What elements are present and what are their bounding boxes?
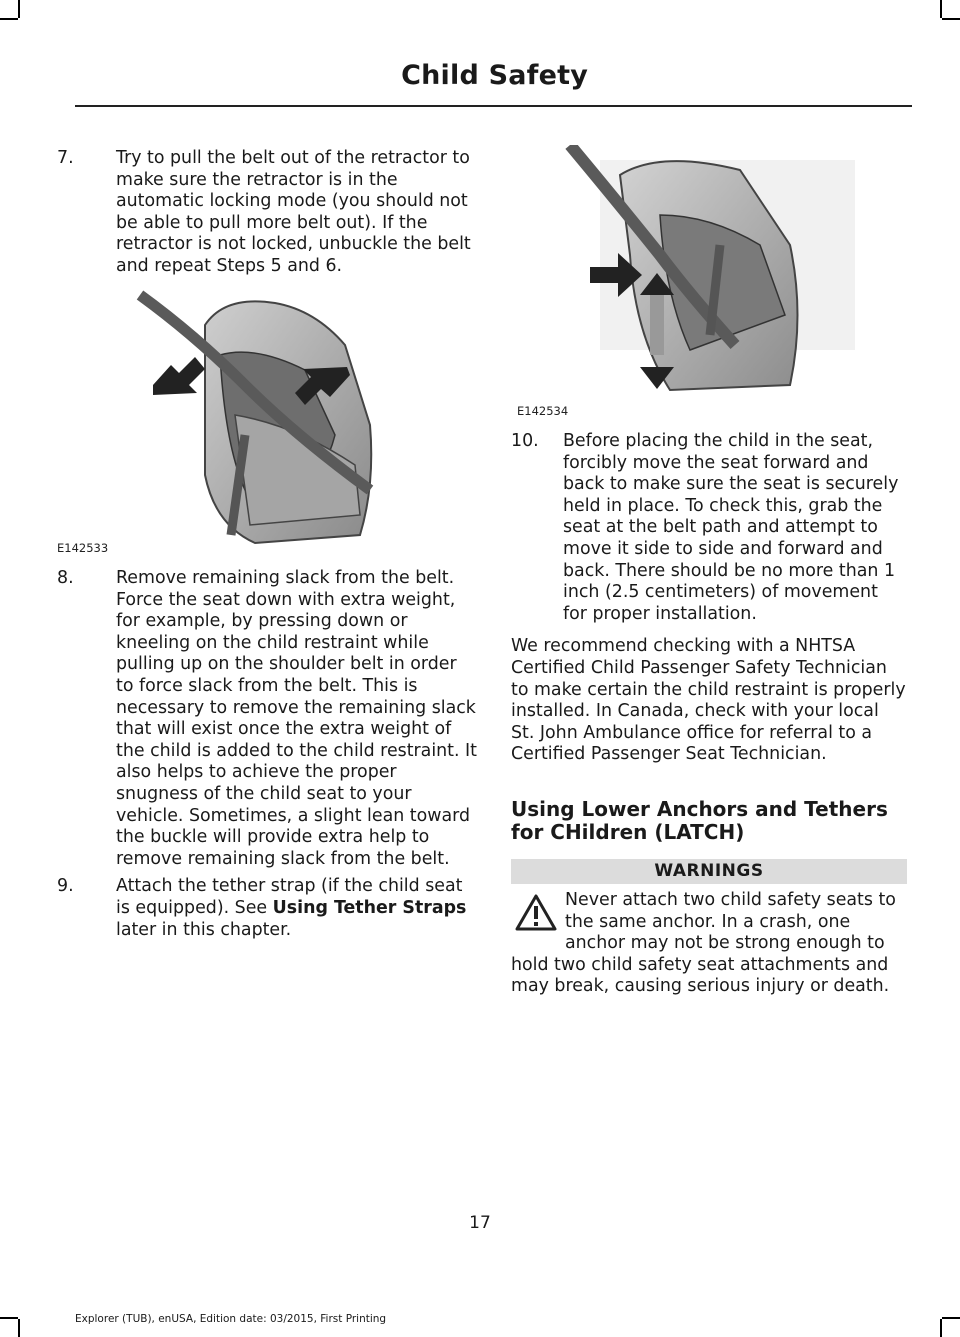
crop-mark [940,0,942,18]
step-10 [511,431,907,625]
crop-mark [18,0,20,18]
step-8 [57,568,477,870]
recommend-paragraph: We recommend checking with a NHTSA Certified Child Passenger Safety Technician to make certain the child restraint is properly installed. In Canada, check with your local St. John Ambulance office for referral to a Certified Passenger Seat Technician. [511,636,906,765]
step-text: Remove remaining slack from the belt. Force the seat down with extra weight, for example, by pressing down or kneeling on the child restraint while pulling up on the shoulder belt in order to force slack from the belt. This is necessary to remove the remaining slack that will exist once the extra weight of the child is added to the child restraint. It also helps to achieve the proper snugness of the child seat to your vehicle. Sometimes, a slight lean toward the buckle will provide extra help to remove remaining slack from the belt. [116,568,477,869]
crop-mark [942,18,960,20]
step-number: 9. [57,876,74,897]
step-number: 7. [57,148,74,168]
cross-reference-link[interactable]: Using Tether Straps [272,897,467,918]
crop-mark [18,1319,20,1337]
child-seat-illustration [560,145,910,415]
step-number: 10. [511,431,539,451]
crop-mark [0,1317,18,1319]
page-title: Child Safety [401,60,588,91]
crop-mark [942,1317,960,1319]
section-heading: Using Lower Anchors and Tethers for CHildren (LATCH) [511,797,888,844]
child-seat-illustration [135,285,480,550]
left-column [57,148,477,278]
figure-child-seat-2 [560,145,910,415]
right-column [511,431,907,766]
step-text: Attach the tether strap (if the child seat is equipped). See Using Tether Straps later in this chapter. [116,876,467,940]
crop-mark [940,1319,942,1337]
footer-text: Explorer (TUB), enUSA, Edition date: 03/2015, First Printing [75,1313,387,1325]
crop-mark [0,18,18,20]
warning-text [511,890,907,998]
header-rule [75,105,912,107]
left-column-lower [57,568,477,941]
warnings-header: WARNINGS [511,859,907,884]
step-9 [57,876,477,941]
step-number: 8. [57,568,74,588]
step-7 [57,148,477,278]
step-text: Try to pull the belt out of the retractor to make sure the retractor is in the automatic locking mode (you should not be able to pull more belt out). If the retractor is not locked, unbuckle the belt and repeat Steps 5 and 6. [116,148,471,276]
step-text: Before placing the child in the seat, forcibly move the seat forward and back to make sure the seat is securely held in place. To check this, grab the seat at the belt path and attempt to move it side to side and forward and back. There should be no more than 1 inch (2.5 centimeters) of movement for proper installation. [563,431,899,624]
figure-label: E142533 [57,541,109,555]
figure-label: E142534 [517,404,569,418]
warning-text-indented: Never attach two child safety seats to the same anchor. In a crash, one anchor may not be strong enough to [565,890,896,954]
page-number: 17 [469,1213,491,1233]
warning-text-rest: hold two child safety seat attachments and may break, causing serious injury or death. [511,954,890,997]
figure-child-seat-1 [135,285,480,550]
